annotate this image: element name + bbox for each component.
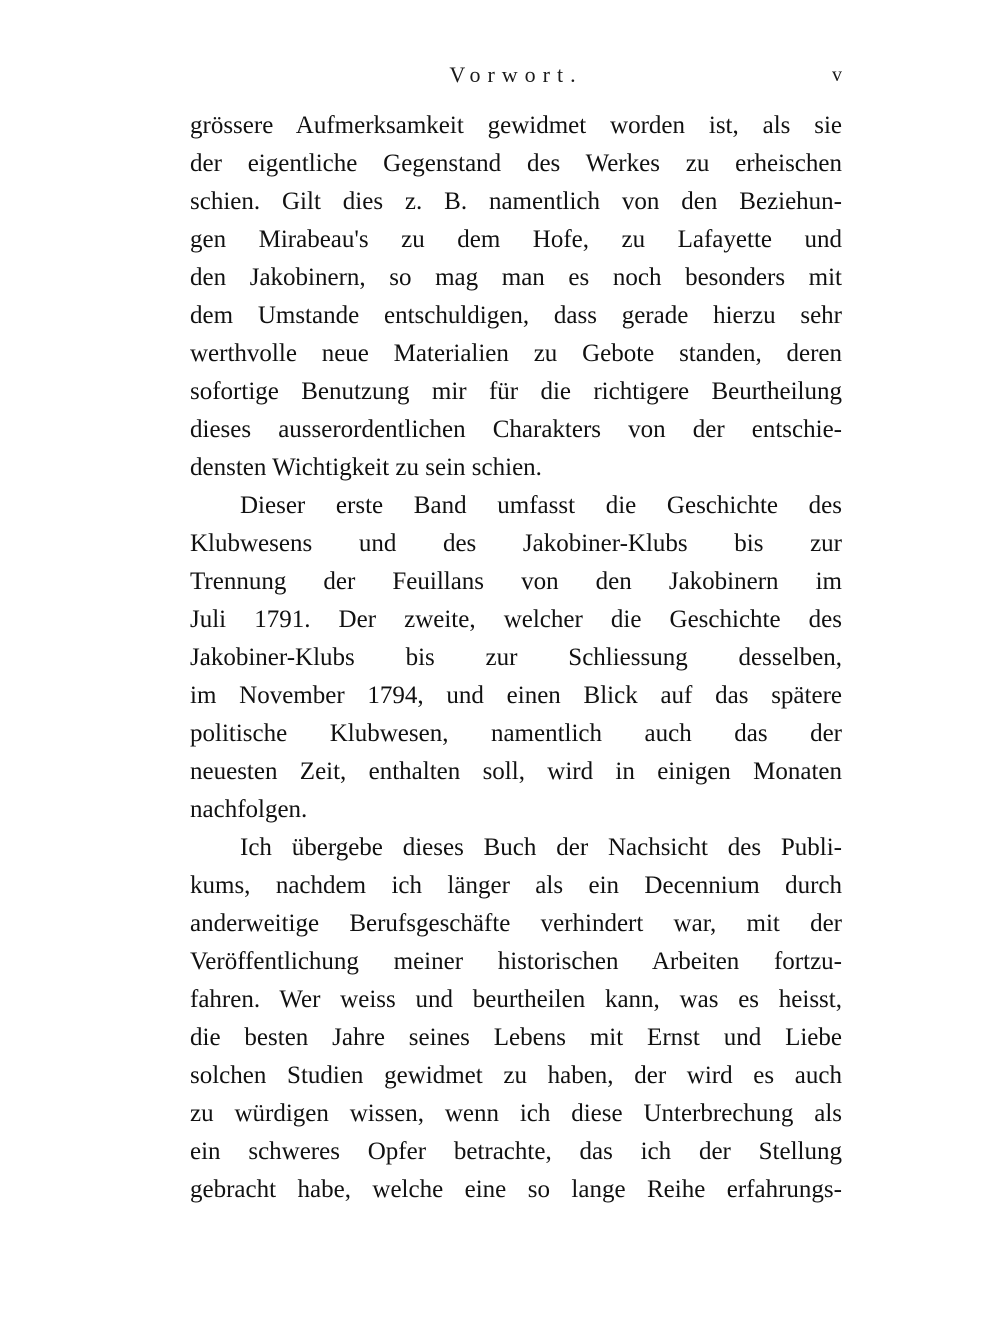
text-line: kums, nachdem ich länger als ein Decennium durch [190,872,842,899]
text-line: Jakobiner-Klubs bis zur Schliessung desselben, [190,644,842,671]
body-text [190,107,842,1209]
page-number: v [832,64,842,86]
header-title: Vorwort. [449,62,583,87]
text-line: im November 1794, und einen Blick auf das spätere [190,682,842,709]
text-line: neuesten Zeit, enthalten soll, wird in einigen Monaten [190,758,842,785]
text-line: zu würdigen wissen, wenn ich diese Unterbrechung als [190,1100,842,1127]
text-line: Ich übergebe dieses Buch der Nachsicht des Publi- [240,834,842,861]
text-line: anderweitige Berufsgeschäfte verhindert war, mit der [190,910,842,937]
text-line: fahren. Wer weiss und beurtheilen kann, was es heisst, [190,986,842,1013]
text-line: dem Umstande entschuldigen, dass gerade hierzu sehr [190,302,842,329]
text-line: der eigentliche Gegenstand des Werkes zu erheischen [190,150,842,177]
text-line: die besten Jahre seines Lebens mit Ernst und Liebe [190,1024,842,1051]
text-line: Dieser erste Band umfasst die Geschichte des [240,492,842,519]
text-line: gebracht habe, welche eine so lange Reihe erfahrungs- [190,1176,842,1203]
running-header [190,62,842,92]
text-line: Veröffentlichung meiner historischen Arbeiten fortzu- [190,948,842,975]
text-line: Juli 1791. Der zweite, welcher die Geschichte des [190,606,842,633]
text-line: werthvolle neue Materialien zu Gebote standen, deren [190,340,842,367]
text-line: ein schweres Opfer betrachte, das ich der Stellung [190,1138,842,1165]
text-line: Trennung der Feuillans von den Jakobinern im [190,568,842,595]
text-line: nachfolgen. [190,796,308,823]
text-line: den Jakobinern, so mag man es noch besonders mit [190,264,842,291]
text-line: Klubwesens und des Jakobiner-Klubs bis zur [190,530,842,557]
text-line: grössere Aufmerksamkeit gewidmet worden ist, als sie [190,112,842,139]
text-line: dieses ausserordentlichen Charakters von der entschie- [190,416,842,443]
text-line: solchen Studien gewidmet zu haben, der wird es auch [190,1062,842,1089]
text-line: schien. Gilt dies z. B. namentlich von den Beziehun- [190,188,842,215]
text-line: gen Mirabeau's zu dem Hofe, zu Lafayette und [190,226,842,253]
text-line: sofortige Benutzung mir für die richtigere Beurtheilung [190,378,842,405]
text-line: densten Wichtigkeit zu sein schien. [190,454,542,481]
text-line: politische Klubwesen, namentlich auch das der [190,720,842,747]
